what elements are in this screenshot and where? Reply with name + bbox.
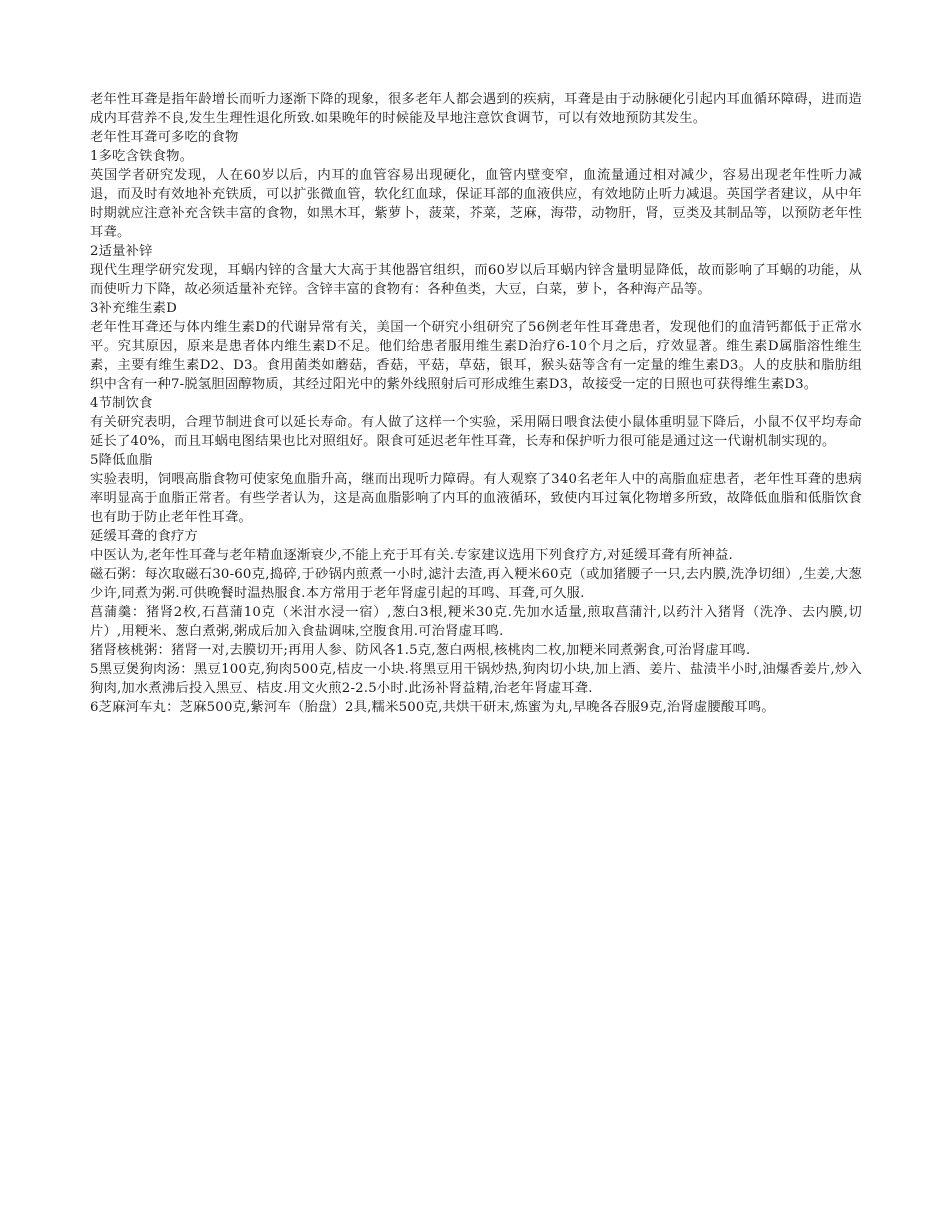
item-heading-lower-lipids: 5降低血脂 xyxy=(90,453,153,468)
item-heading-diet-control: 4节制饮食 xyxy=(90,396,153,411)
item-paragraph-zinc: 现代生理学研究发现，耳蜗内锌的含量大大高于其他器官组织，而60岁以后耳蜗内锌含量明显降低，故而影响了耳蜗的功能，从而使听力下降，故必须适量补充锌。含锌丰富的食物有：各种鱼类，大豆，白菜，萝卜，各种海产品等。 xyxy=(90,263,862,297)
remedy-calamus-soup: 菖蒲羹：猪肾2枚,石菖蒲10克（米泔水浸一宿）,葱白3根,粳米30克.先加水适量,煎取菖蒲汁,以药汁入猪肾（洗净、去内膜,切片）,用粳米、葱白煮粥,粥成后加入食盐调味,空腹食用.可治肾虚耳鸣. xyxy=(90,605,862,639)
remedy-sesame-pills: 6芝麻河车丸：芝麻500克,紫河车（胎盘）2具,糯米500克,共烘干研末,炼蜜为丸,早晚各吞服9克,治肾虚腰酸耳鸣。 xyxy=(90,700,775,715)
remedy-black-bean-soup: 5黑豆煲狗肉汤：黑豆100克,狗肉500克,桔皮一小块.将黑豆用干锅炒热,狗肉切小块,加上酒、姜片、盐渍半小时,油爆香姜片,炒入狗肉,加水煮沸后投入黑豆、桔皮.用文火煎2-2.5小时.此汤补肾益精,治老年肾虚耳聋. xyxy=(90,662,862,696)
item-paragraph-lower-lipids: 实验表明，饲喂高脂食物可使家兔血脂升高，继而出现听力障碍。有人观察了340名老年人中的高脂血症患者，老年性耳聋的患病率明显高于血脂正常者。有些学者认为，这是高血脂影响了内耳的血液循环，致使内耳过氧化物增多所致，故降低血脂和低脂饮食也有助于防止老年性耳聋。 xyxy=(90,472,862,525)
item-paragraph-iron: 英国学者研究发现，人在60岁以后，内耳的血管容易出现硬化，血管内壁变窄，血流量通过相对减少，容易出现老年性听力减退，而及时有效地补充铁质，可以扩张微血管，软化红血球，保证耳部的血液供应，有效地防止听力减退。英国学者建议，从中年时期就应注意补充含铁丰富的食物，如黑木耳，紫萝卜，菠菜，芥菜，芝麻，海带，动物肝，肾，豆类及其制品等，以预防老年性耳聋。 xyxy=(90,168,862,240)
item-paragraph-diet-control: 有关研究表明，合理节制进食可以延长寿命。有人做了这样一个实验，采用隔日喂食法使小鼠体重明显下降后，小鼠不仅平均寿命延长了40%，而且耳蜗电图结果也比对照组好。限食可延迟老年性耳聋，长寿和保护听力很可能是通过这一代谢机制实现的。 xyxy=(90,415,862,449)
item-paragraph-vitamin-d: 老年性耳聋还与体内维生素D的代谢异常有关，美国一个研究小组研究了56例老年性耳聋患者，发现他们的血清钙都低于正常水平。究其原因，原来是患者体内维生素D不足。他们给患者服用维生素D治疗6-10个月之后，疗效显著。维生素D属脂溶性维生素，主要有维生素D2、D3。食用菌类如蘑菇，香菇，平菇，草菇，银耳，猴头菇等含有一定量的维生素D3。人的皮肤和脂肪组织中含有一种7-脱氢胆固醇物质，其经过阳光中的紫外线照射后可形成维生素D3，故接受一定的日照也可获得维生素D3。 xyxy=(90,320,862,392)
item-heading-zinc: 2适量补锌 xyxy=(90,244,153,259)
section-title-remedies: 延缓耳聋的食疗方 xyxy=(90,529,198,544)
remedy-kidney-walnut-porridge: 猪肾核桃粥：猪肾一对,去膜切开;再用人参、防风各1.5克,葱白两根,核桃肉二枚,加粳米同煮粥食,可治肾虚耳鸣. xyxy=(90,643,751,658)
item-heading-iron: 1多吃含铁食物。 xyxy=(90,149,194,164)
remedy-magnetite-porridge: 磁石粥：每次取磁石30-60克,捣碎,于砂锅内煎煮一小时,滤汁去渣,再入粳米60克（或加猪腰子一只,去内膜,洗净切细）,生姜,大葱少许,同煮为粥.可供晚餐时温热服食.本方常用于老年肾虚引起的耳鸣、耳聋,可久服. xyxy=(90,567,862,601)
item-heading-vitamin-d: 3补充维生素D xyxy=(90,301,178,316)
remedy-intro: 中医认为,老年性耳聋与老年精血逐渐衰少,不能上充于耳有关.专家建议选用下列食疗方,对延缓耳聋有所神益. xyxy=(90,548,733,563)
document-page xyxy=(90,90,862,717)
section-title-foods: 老年性耳聋可多吃的食物 xyxy=(90,130,239,145)
intro-paragraph: 老年性耳聋是指年龄增长而听力逐渐下降的现象，很多老年人都会遇到的疾病，耳聋是由于动脉硬化引起内耳血循环障碍，进而造成内耳营养不良,发生生理性退化所致.如果晚年的时候能及早地注意饮食调节，可以有效地预防其发生。 xyxy=(90,92,862,126)
